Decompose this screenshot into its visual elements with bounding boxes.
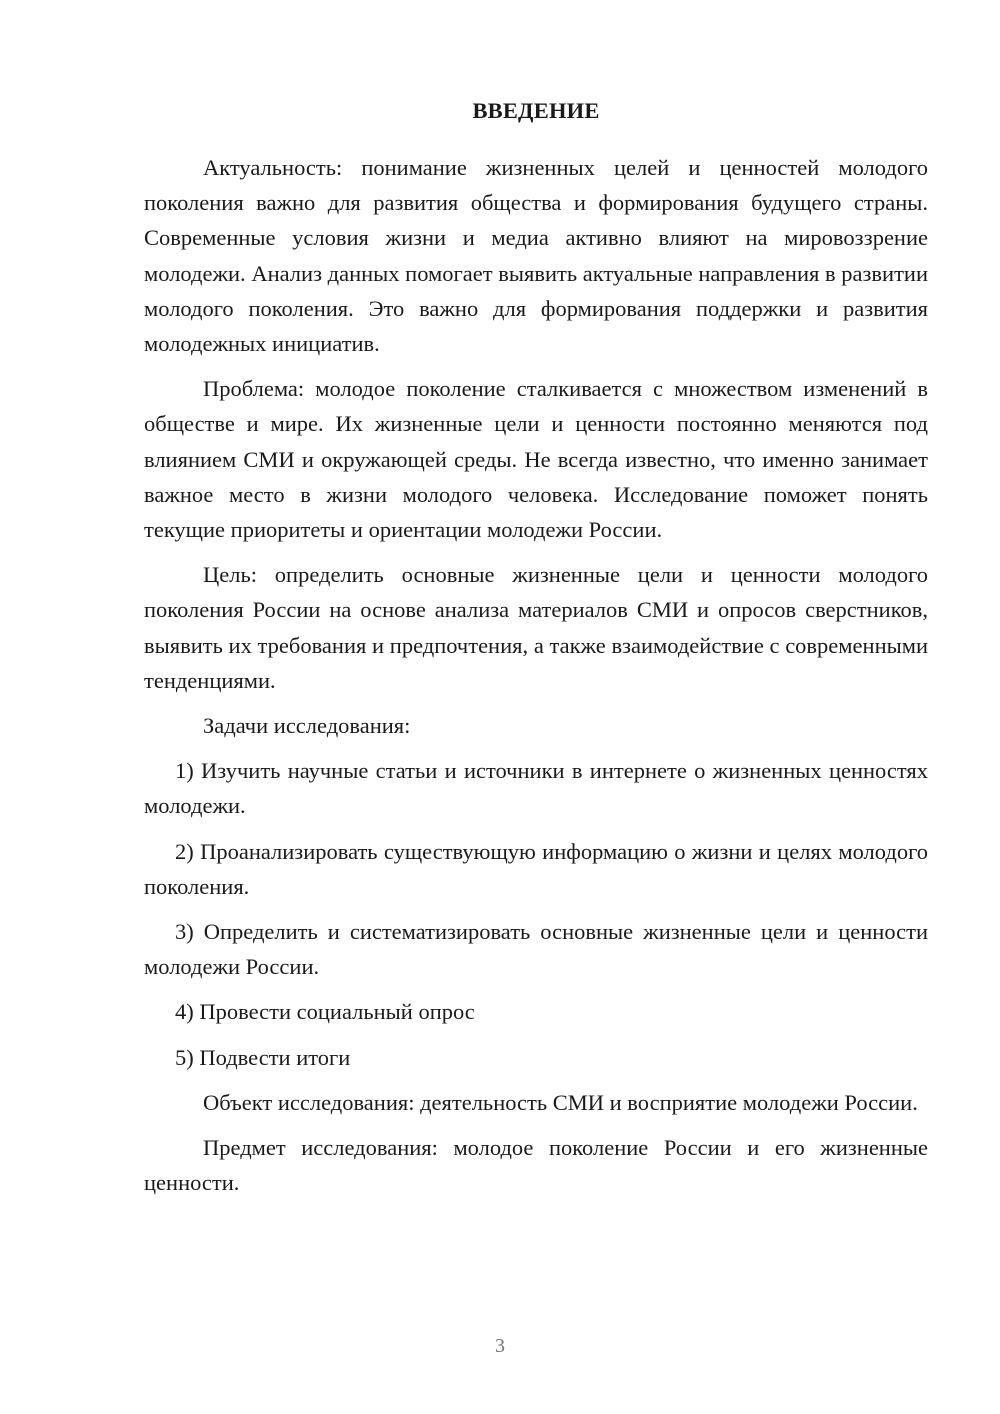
goal-paragraph: Цель: определить основные жизненные цели и ценности молодого поколения России на основе анализа материалов СМИ и опросов сверстников, выявить их требования и предпочтения, а также взаимодействие с современными тенденциями.: [144, 562, 928, 693]
page-number: 3: [495, 1335, 505, 1357]
object-paragraph: Объект исследования: деятельность СМИ и восприятие молодежи России.: [203, 1089, 918, 1115]
problem-paragraph: Проблема: молодое поколение сталкивается с множеством изменений в обществе и мире. Их жизненные цели и ценности постоянно меняются под влиянием СМИ и окружающей среды. Не всегда известно, что именно занимает важное место в жизни молодого человека. Исследование поможет понять текущие приоритеты и ориентации молодежи России.: [144, 376, 928, 543]
relevance-paragraph: Актуальность: понимание жизненных целей и ценностей молодого поколения важно для развития общества и формирования будущего страны. Современные условия жизни и медиа активно влияют на мировоззрение молодежи. Анализ данных помогает выявить актуальные направления в развитии молодого поколения. Это важно для формирования поддержки и развития молодежных инициатив.: [144, 155, 928, 357]
task-item: 5) Подвести итоги: [175, 1044, 351, 1070]
task-item: 4) Провести социальный опрос: [175, 999, 475, 1025]
task-item: 2) Проанализировать существующую информацию о жизни и целях молодого поколения.: [144, 838, 928, 899]
subject-paragraph: Предмет исследования: молодое поколение России и его жизненные ценности.: [144, 1135, 928, 1196]
tasks-title: Задачи исследования:: [203, 713, 411, 739]
page-heading: ВВЕДЕНИЕ: [472, 98, 600, 123]
task-item: 3) Определить и систематизировать основные жизненные цели и ценности молодежи России.: [144, 919, 928, 980]
task-item: 1) Изучить научные статьи и источники в интернете о жизненных ценностях молодежи.: [144, 758, 928, 819]
page-content: [144, 93, 928, 1210]
